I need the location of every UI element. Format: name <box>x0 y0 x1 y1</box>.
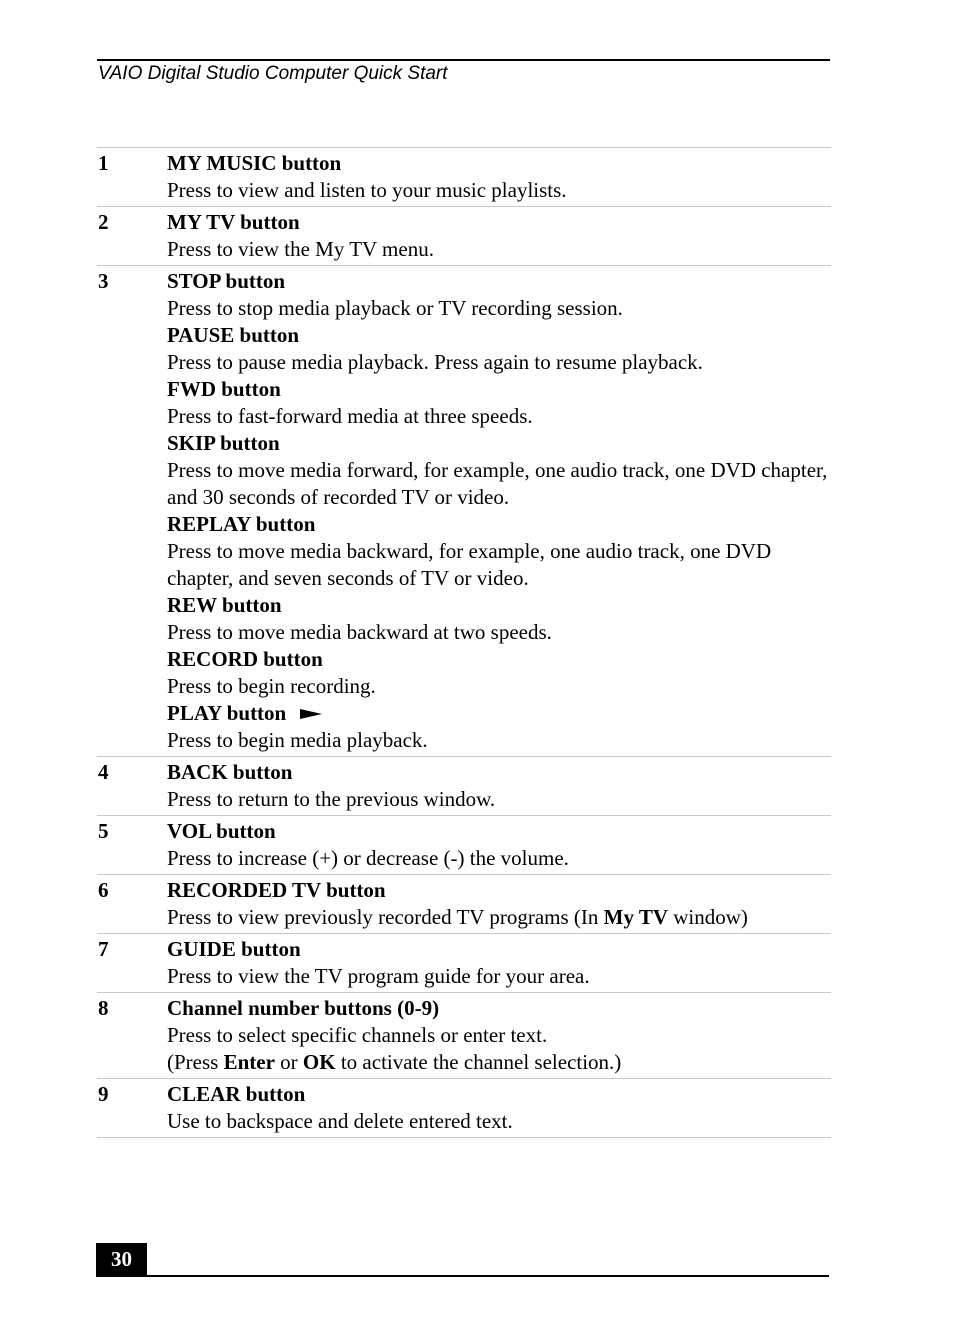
button-name <box>167 936 831 963</box>
button-description <box>167 1049 831 1076</box>
button-name <box>167 646 831 673</box>
button-description: Use to backspace and delete entered text. <box>167 1109 513 1133</box>
button-name-text: BACK button <box>167 760 293 784</box>
description-text: Press to view previously recorded TV programs (In <box>167 905 604 929</box>
button-name <box>167 877 831 904</box>
button-description: Press to increase (+) or decrease (-) the volume. <box>167 846 569 870</box>
button-description: Press to return to the previous window. <box>167 787 496 811</box>
button-name-text: RECORDED TV button <box>167 878 386 902</box>
button-name-text: MY TV button <box>167 210 300 234</box>
button-name <box>167 700 831 727</box>
button-name <box>167 430 831 457</box>
button-name-text: REPLAY button <box>167 512 316 536</box>
button-description: Press to view and listen to your music playlists. <box>167 178 567 202</box>
table-row <box>97 147 831 206</box>
table-row <box>97 265 831 756</box>
description-text: (Press <box>167 1050 224 1074</box>
button-description: Press to view the My TV menu. <box>167 237 434 261</box>
table-row <box>97 1078 831 1138</box>
table-row <box>97 206 831 265</box>
button-reference-table <box>97 147 831 1138</box>
emphasis-text: My TV <box>603 905 669 929</box>
button-name <box>167 818 831 845</box>
button-name <box>167 322 831 349</box>
button-name <box>167 268 831 295</box>
row-body <box>167 209 831 263</box>
row-number: 1 <box>98 151 109 175</box>
row-body <box>167 150 831 204</box>
emphasis-text: Enter <box>223 1050 275 1074</box>
row-number: 9 <box>98 1082 109 1106</box>
button-name <box>167 376 831 403</box>
row-body <box>167 936 831 990</box>
play-icon <box>300 709 322 719</box>
row-body <box>167 818 831 872</box>
table-row <box>97 815 831 874</box>
table-row <box>97 756 831 815</box>
page-number: 30 <box>96 1243 147 1277</box>
button-description: Press to move media backward, for example, one audio track, one DVD chapter, and seven seconds of TV or video. <box>167 539 772 590</box>
row-number: 4 <box>98 760 109 784</box>
button-description: Press to move media backward at two speeds. <box>167 620 552 644</box>
button-name <box>167 759 831 786</box>
row-number: 8 <box>98 996 109 1020</box>
button-name-text: GUIDE button <box>167 937 301 961</box>
button-name-text: REW button <box>167 593 282 617</box>
button-name <box>167 150 831 177</box>
header-rule <box>97 59 830 61</box>
emphasis-text: OK <box>302 1050 336 1074</box>
row-body <box>167 877 831 931</box>
button-name-text: VOL button <box>167 819 276 843</box>
button-name <box>167 209 831 236</box>
footer-rule <box>96 1275 829 1277</box>
button-name <box>167 592 831 619</box>
button-description: Press to move media forward, for example, one audio track, one DVD chapter, and 30 seconds of recorded TV or video. <box>167 458 828 509</box>
row-number: 7 <box>98 937 109 961</box>
button-name-text: SKIP button <box>167 431 280 455</box>
button-name <box>167 995 831 1022</box>
button-name-text: FWD button <box>167 377 281 401</box>
row-number: 2 <box>98 210 109 234</box>
button-name-text: PLAY button <box>167 701 287 725</box>
button-description <box>167 904 831 931</box>
button-description: Press to fast-forward media at three speeds. <box>167 404 533 428</box>
button-name-text: STOP button <box>167 269 286 293</box>
running-header: VAIO Digital Studio Computer Quick Start <box>98 63 448 84</box>
button-name-text: PAUSE button <box>167 323 300 347</box>
button-description: Press to begin media playback. <box>167 728 428 752</box>
table-row <box>97 874 831 933</box>
button-name <box>167 1081 831 1108</box>
button-name-text: MY MUSIC button <box>167 151 342 175</box>
button-name <box>167 511 831 538</box>
button-name-text: RECORD button <box>167 647 323 671</box>
row-body <box>167 759 831 813</box>
button-description: Press to select specific channels or enter text. <box>167 1023 548 1047</box>
button-name-text: Channel number buttons (0-9) <box>167 996 440 1020</box>
row-body <box>167 1081 831 1135</box>
button-description: Press to stop media playback or TV recording session. <box>167 296 623 320</box>
table-row <box>97 933 831 992</box>
button-description: Press to pause media playback. Press again to resume playback. <box>167 350 703 374</box>
description-text: to activate the channel selection.) <box>335 1050 622 1074</box>
row-body <box>167 268 831 754</box>
description-text: window) <box>668 905 748 929</box>
button-description: Press to begin recording. <box>167 674 376 698</box>
row-number: 5 <box>98 819 109 843</box>
button-description: Press to view the TV program guide for your area. <box>167 964 590 988</box>
table-row <box>97 992 831 1078</box>
row-body <box>167 995 831 1076</box>
description-text: or <box>274 1050 303 1074</box>
row-number: 3 <box>98 269 109 293</box>
row-number: 6 <box>98 878 109 902</box>
button-name-text: CLEAR button <box>167 1082 306 1106</box>
